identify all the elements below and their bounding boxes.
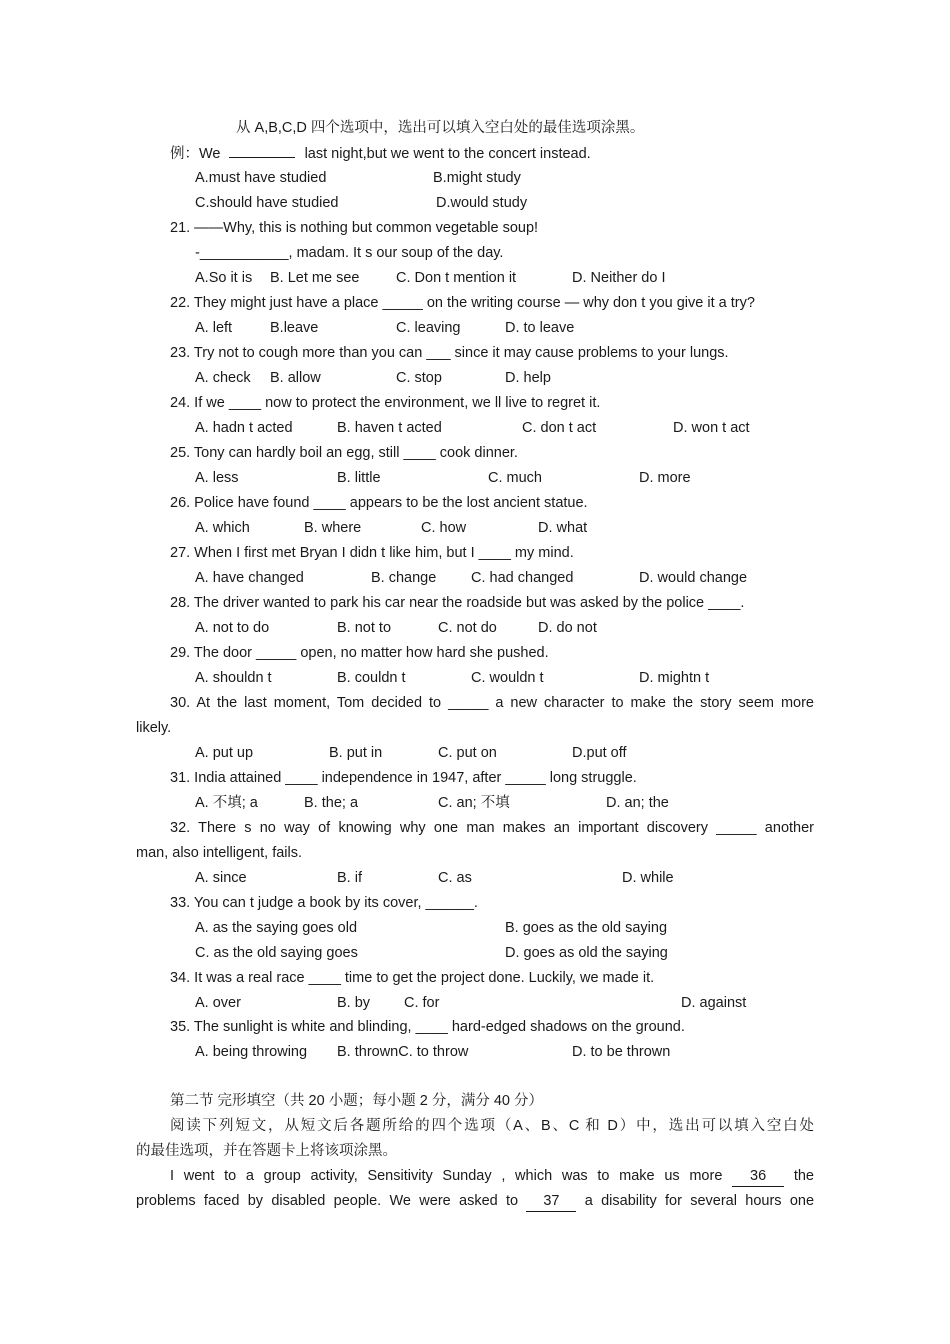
question-23-option-a: A. check bbox=[195, 370, 251, 386]
question-34-stem: 34. It was a real race ____ time to get the project done. Luckily, we made it. bbox=[170, 970, 655, 986]
question-21-option-a: A.So it is bbox=[195, 270, 253, 286]
question-24-option-b: B. haven t acted bbox=[337, 420, 442, 436]
question-30-option-a: A. put up bbox=[195, 745, 254, 761]
question-22-option-d: D. to leave bbox=[505, 320, 575, 336]
example-option-b: B.might study bbox=[433, 170, 521, 186]
passage-line-2-text: problems faced by disabled people. We were asked to bbox=[136, 1193, 519, 1209]
question-23-stem: 23. Try not to cough more than you can ___ since it may cause problems to your lungs. bbox=[170, 345, 729, 361]
question-32-stem-cont: man, also intelligent, fails. bbox=[136, 845, 303, 861]
question-29-option-a: A. shouldn t bbox=[195, 670, 272, 686]
question-25-stem: 25. Tony can hardly boil an egg, still ____ cook dinner. bbox=[170, 445, 518, 461]
question-31-option-b: B. the; a bbox=[304, 795, 359, 811]
passage-line-2 bbox=[136, 1191, 814, 1212]
question-31-stem: 31. India attained ____ independence in 1947, after _____ long struggle. bbox=[170, 770, 637, 786]
question-22-option-a: A. left bbox=[195, 320, 233, 336]
question-27-option-b: B. change bbox=[371, 570, 437, 586]
passage-line-1-end: the bbox=[793, 1168, 814, 1184]
question-32-option-d: D. while bbox=[622, 870, 674, 886]
question-35-option-d: D. to be thrown bbox=[572, 1044, 671, 1060]
question-34-option-c: C. for bbox=[404, 995, 440, 1011]
question-30-stem-cont: likely. bbox=[136, 720, 172, 736]
example-option-c: C.should have studied bbox=[195, 195, 339, 211]
question-25-option-a: A. less bbox=[195, 470, 239, 486]
example-blank bbox=[229, 143, 295, 158]
question-29-option-b: B. couldn t bbox=[337, 670, 406, 686]
instruction-text: 从 A,B,C,D 四个选项中，选出可以填入空白处的最佳选项涂黑。 bbox=[236, 120, 645, 136]
question-22-option-c: C. leaving bbox=[396, 320, 461, 336]
question-21-option-b: B. Let me see bbox=[270, 270, 360, 286]
section-2-heading: 第二节 完形填空（共 20 小题；每小题 2 分，满分 40 分） bbox=[170, 1093, 544, 1109]
question-34-option-d: D. against bbox=[681, 995, 747, 1011]
question-27-stem: 27. When I first met Bryan I didn t like him, but I ____ my mind. bbox=[170, 545, 574, 561]
question-22-stem: 22. They might just have a place _____ on the writing course — why don t you give it a try? bbox=[170, 295, 755, 311]
question-28-option-d: D. do not bbox=[538, 620, 597, 636]
question-30-option-d: D.put off bbox=[572, 745, 627, 761]
question-24-option-a: A. hadn t acted bbox=[195, 420, 293, 436]
question-32-option-a: A. since bbox=[195, 870, 247, 886]
question-26-option-b: B. where bbox=[304, 520, 362, 536]
blank-37: 37 bbox=[526, 1191, 576, 1212]
example-label: 例：We bbox=[170, 146, 221, 162]
question-21-option-d: D. Neither do I bbox=[572, 270, 666, 286]
passage-line-2-end: a disability for several hours one bbox=[584, 1193, 815, 1209]
section-2-instruction-cont: 的最佳选项，并在答题卡上将该项涂黑。 bbox=[136, 1143, 397, 1159]
question-26-option-d: D. what bbox=[538, 520, 588, 536]
question-33-option-c: C. as the old saying goes bbox=[195, 945, 358, 961]
question-35-stem: 35. The sunlight is white and blinding, ____ hard-edged shadows on the ground. bbox=[170, 1019, 685, 1035]
question-21-stem: 21. ——Why, this is nothing but common vegetable soup! bbox=[170, 220, 539, 236]
question-21-stem-cont: -___________, madam. It s our soup of the day. bbox=[195, 245, 504, 261]
blank-36: 36 bbox=[732, 1166, 784, 1187]
question-28-option-b: B. not to bbox=[337, 620, 392, 636]
question-34-option-a: A. over bbox=[195, 995, 241, 1011]
question-31-option-c: C. an; 不填 bbox=[438, 795, 510, 811]
question-25-option-c: C. much bbox=[488, 470, 542, 486]
question-24-option-d: D. won t act bbox=[673, 420, 750, 436]
example-stem bbox=[170, 143, 591, 164]
passage-line-1 bbox=[136, 1166, 814, 1187]
question-34-option-b: B. by bbox=[337, 995, 371, 1011]
question-27-option-d: D. would change bbox=[639, 570, 748, 586]
question-28-stem: 28. The driver wanted to park his car near the roadside but was asked by the police ____. bbox=[170, 595, 745, 611]
question-32-option-b: B. if bbox=[337, 870, 362, 886]
question-25-option-d: D. more bbox=[639, 470, 691, 486]
question-33-option-d: D. goes as old the saying bbox=[505, 945, 668, 961]
question-30-option-b: B. put in bbox=[329, 745, 383, 761]
question-26-stem: 26. Police have found ____ appears to be the lost ancient statue. bbox=[170, 495, 588, 511]
question-31-option-d: D. an; the bbox=[606, 795, 669, 811]
example-option-a: A.must have studied bbox=[195, 170, 327, 186]
question-24-option-c: C. don t act bbox=[522, 420, 597, 436]
question-30-option-c: C. put on bbox=[438, 745, 497, 761]
example-rest: last night,but we went to the concert instead. bbox=[304, 146, 591, 162]
passage-line-1-text: I went to a group activity, Sensitivity Sunday , which was to make us more bbox=[170, 1168, 723, 1184]
question-32-option-c: C. as bbox=[438, 870, 472, 886]
question-27-option-a: A. have changed bbox=[195, 570, 304, 586]
question-26-option-c: C. how bbox=[421, 520, 467, 536]
question-26-option-a: A. which bbox=[195, 520, 250, 536]
question-35-option-bc: B. thrownC. to throw bbox=[337, 1044, 469, 1060]
question-21-option-c: C. Don t mention it bbox=[396, 270, 517, 286]
question-29-option-d: D. mightn t bbox=[639, 670, 710, 686]
question-29-stem: 29. The door _____ open, no matter how hard she pushed. bbox=[170, 645, 549, 661]
question-29-option-c: C. wouldn t bbox=[471, 670, 544, 686]
section-2-instruction: 阅读下列短文，从短文后各题所给的四个选项（A、B、C 和 D）中，选出可以填入空白处 bbox=[170, 1118, 814, 1134]
question-28-option-a: A. not to do bbox=[195, 620, 270, 636]
question-31-option-a: A. 不填; a bbox=[195, 795, 258, 811]
example-option-d: D.would study bbox=[436, 195, 528, 211]
question-28-option-c: C. not do bbox=[438, 620, 497, 636]
question-22-option-b: B.leave bbox=[270, 320, 319, 336]
question-27-option-c: C. had changed bbox=[471, 570, 574, 586]
question-30-stem: 30. At the last moment, Tom decided to _____ a new character to make the story seem more bbox=[170, 695, 814, 711]
question-23-option-c: C. stop bbox=[396, 370, 442, 386]
question-25-option-b: B. little bbox=[337, 470, 381, 486]
question-33-option-a: A. as the saying goes old bbox=[195, 920, 358, 936]
question-23-option-d: D. help bbox=[505, 370, 551, 386]
question-33-option-b: B. goes as the old saying bbox=[505, 920, 668, 936]
question-24-stem: 24. If we ____ now to protect the environment, we ll live to regret it. bbox=[170, 395, 601, 411]
question-33-stem: 33. You can t judge a book by its cover, ______. bbox=[170, 895, 478, 911]
question-32-stem: 32. There s no way of knowing why one man makes an important discovery _____ another bbox=[170, 820, 814, 836]
question-23-option-b: B. allow bbox=[270, 370, 321, 386]
question-35-option-a: A. being throwing bbox=[195, 1044, 308, 1060]
